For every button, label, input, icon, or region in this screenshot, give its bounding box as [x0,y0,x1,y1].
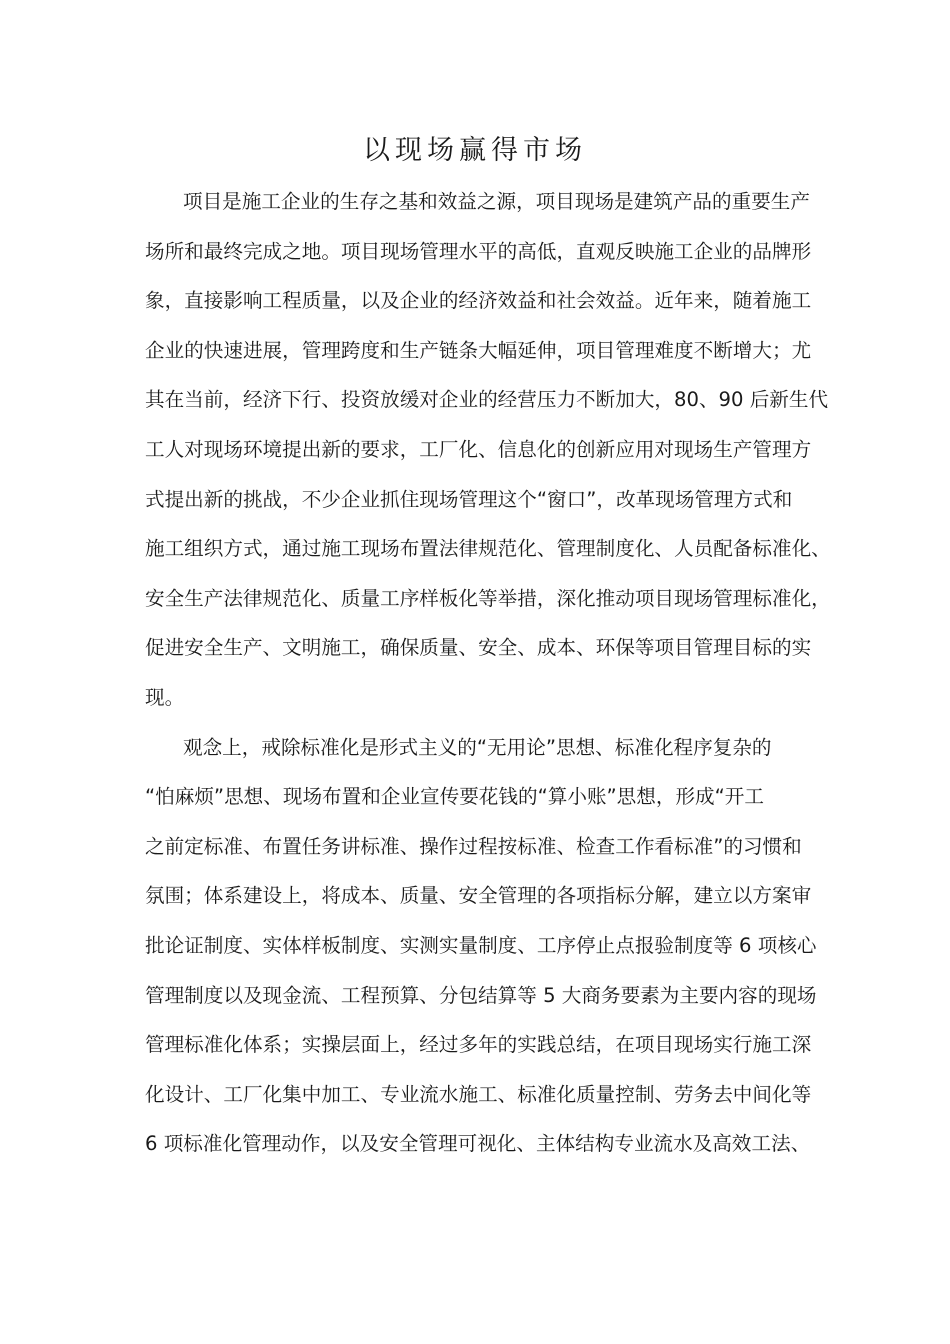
document-title: 以现场赢得市场 [363,135,587,166]
text-line: 观念上，戒除标准化是形式主义的“无用论”思想、标准化程序复杂的 [183,735,772,759]
text-line: 现。 [145,685,185,709]
text-line: 促进安全生产、文明施工，确保质量、安全、成本、环保等项目管理目标的实 [145,636,812,660]
text-line: 之前定标准、布置任务讲标准、操作过程按标准、检查工作看标准”的习惯和 [145,834,802,858]
text-line: 工人对现场环境提出新的要求，工厂化、信息化的创新应用对现场生产管理方 [145,437,812,461]
text-line: “怕麻烦”思想、现场布置和企业宣传要花钱的“算小账”思想，形成“开工 [145,785,764,809]
text-line: 6 项标准化管理动作，以及安全管理可视化、主体结构专业流水及高效工法、 [145,1132,811,1156]
text-line: 管理制度以及现金流、工程预算、分包结算等 5 大商务要素为主要内容的现场 [145,983,817,1007]
text-line: 象，直接影响工程质量，以及企业的经济效益和社会效益。近年来，随着施工 [145,289,812,313]
text-line: 批论证制度、实体样板制度、实测实量制度、工序停止点报验制度等 6 项核心 [145,933,817,957]
text-line: 施工组织方式，通过施工现场布置法律规范化、管理制度化、人员配备标准化、 [145,537,831,561]
text-line: 化设计、工厂化集中加工、专业流水施工、标准化质量控制、劳务去中间化等 [145,1082,812,1106]
text-line: 项目是施工企业的生存之基和效益之源，项目现场是建筑产品的重要生产 [183,190,810,213]
text-line: 管理标准化体系；实操层面上，经过多年的实践总结，在项目现场实行施工深 [145,1033,812,1057]
text-line: 其在当前，经济下行、投资放缓对企业的经营压力不断加大，80、90 后新生代 [145,388,829,412]
document-body [145,177,831,1169]
text-line: 企业的快速进展，管理跨度和生产链条大幅延伸，项目管理难度不断增大；尤 [145,338,812,362]
text-line: 氛围；体系建设上，将成本、质量、安全管理的各项指标分解，建立以方案审 [145,884,812,908]
text-line: 式提出新的挑战，不少企业抓住现场管理这个“窗口”，改革现场管理方式和 [145,487,793,511]
text-line: 场所和最终完成之地。项目现场管理水平的高低，直观反映施工企业的品牌形 [145,239,812,263]
text-line: 安全生产法律规范化、质量工序样板化等举措，深化推动项目现场管理标准化， [145,586,831,610]
